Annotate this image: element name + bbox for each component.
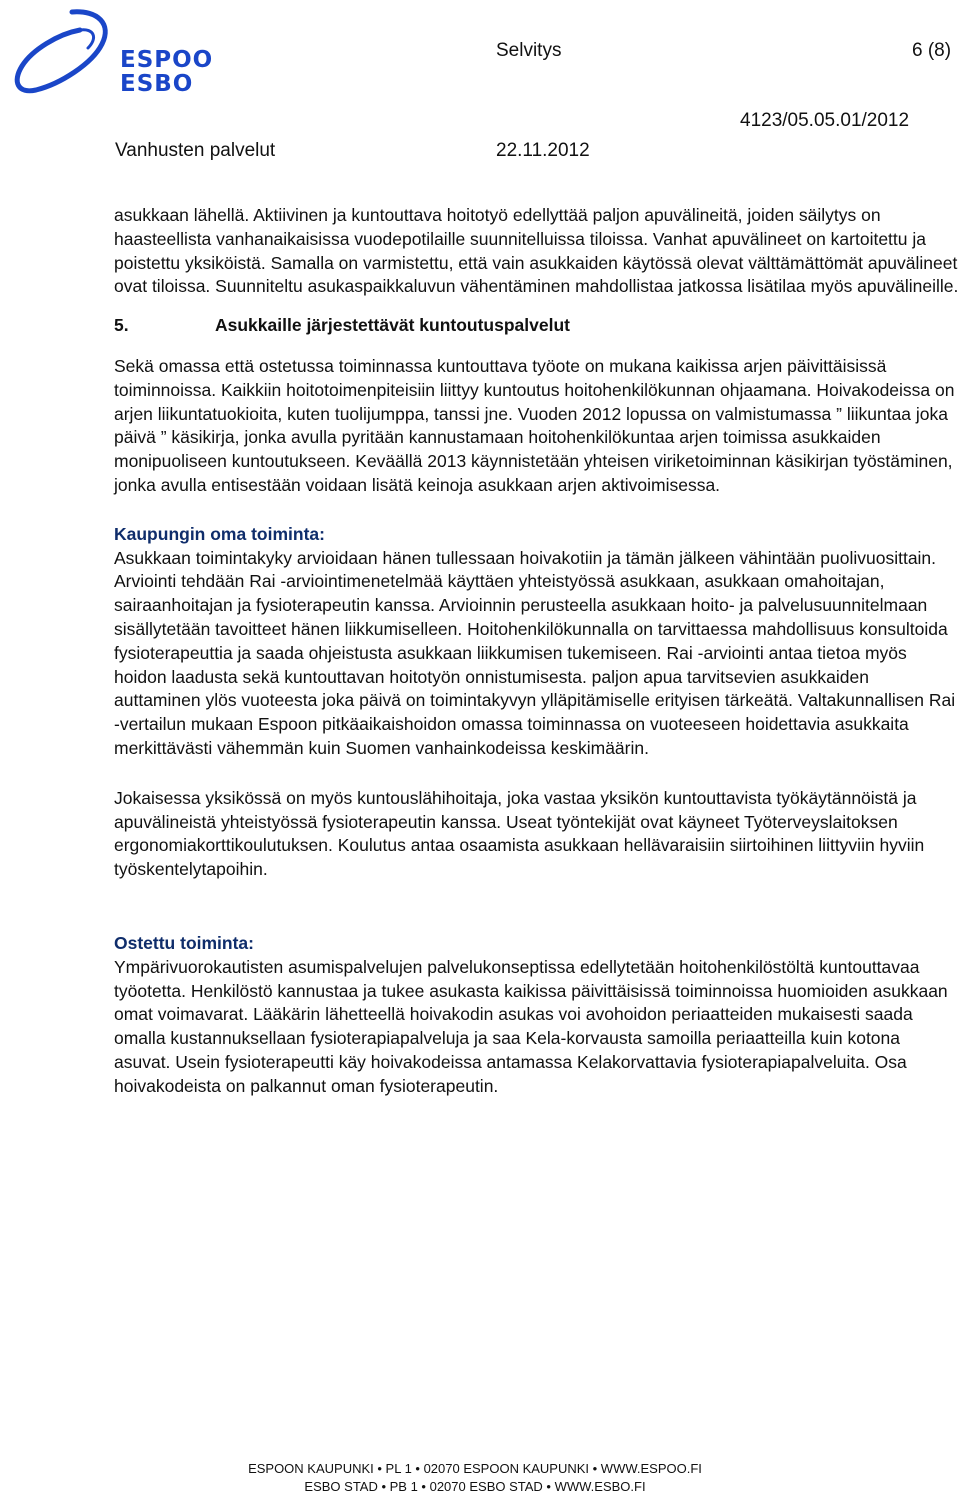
espoo-logo	[10, 8, 214, 98]
document-date: 22.11.2012	[496, 140, 590, 161]
logo-line-espoo: ESPOO	[120, 47, 214, 73]
paragraph-equipment: asukkaan lähellä. Aktiivinen ja kuntouttava hoitotyö edellyttää paljon apuvälineitä, joiden säilytys on haasteellista vanhanaikaisissa vuodepotilaille suunnitelluissa tiloissa. Vanhat apuvälineet on kartoitettu ja poistettu yksiköistä. Samalla on varmistettu, että vain asukkaiden käytössä olevat välttämättömät apuvälineet ovat tiloissa. Suunniteltu asukaspaikkaluvun vähentäminen mahdollistaa jatkossa lisätilaa myös apuvälineille.	[114, 205, 959, 297]
document-number: 4123/05.05.01/2012	[740, 110, 910, 131]
document-type: Selvitys	[496, 40, 562, 61]
logo-line-esbo: ESBO	[120, 71, 194, 97]
footer-address-fi: ESPOON KAUPUNKI • PL 1 • 02070 ESPOON KAUPUNKI • WWW.ESPOO.FI	[248, 1461, 702, 1476]
page-number: 6 (8)	[912, 40, 952, 61]
purchased-operations-heading: Ostettu toiminta:	[114, 932, 254, 953]
logo-wordmark	[120, 48, 213, 96]
document-body	[114, 204, 960, 1099]
paragraph-rehab-nurse: Jokaisessa yksikössä on myös kuntouslähihoitaja, joka vastaa yksikön kuntouttavista työkäytännöistä ja apuvälineistä yhteistyössä fysioterapeutin kanssa. Useat työntekijät ovat käyneet Työterveyslaitoksen ergonomiakorttikoulutuksen. Koulutus antaa osaamista asukkaan hellävaraisiin siirtoihinen liittyviin hyviin työskentelytapoihin.	[114, 787, 925, 880]
paragraph-own-operations: Asukkaan toimintakyky arvioidaan hänen tullessaan hoivakotiin ja tämän jälkeen vähintään puolivuosittain. Arviointi tehdään Rai -arviointimenetelmää käyttäen yhteistyössä asukkaan, asukkaan omahoitajan, sairaanhoitajan ja fysioterapeutin kanssa. Arvioinnin perusteella asukkaan hoito- ja palvelusuunnitelmaan sisällytetään tavoitteet hänen liikkumiselleen. Hoitohenkilökunnalla on tarvittaessa mahdollisuus konsultoida fysioterapeuttia ja saada ohjeistusta asukkaan liikkumisen tukemiseen. Rai -arviointi antaa tietoa myös hoidon laadusta sekä kuntouttavan hoitotyön onnistumisesta. paljon apua tarvitsevien asukkaiden auttaminen ylös vuoteesta joka päivä on toimintakyvyn ylläpitämiselle erityisen tärkeätä. Valtakunnallisen Rai -vertailun mukaan Espoon pitkäaikaishoidon omassa toiminnassa on vuoteeseen hoidettavia asukkaita merkittävästi vähemmän kuin Suomen vanhainkodeissa keskimäärin.	[114, 547, 956, 758]
footer-address-sv: ESBO STAD • PB 1 • 02070 ESBO STAD • WWW.ESBO.FI	[304, 1479, 646, 1494]
paragraph-rehab-overview: Sekä omassa että ostetussa toiminnassa kuntouttava työote on mukana kaikissa arjen päivittäisissä toiminnoissa. Kaikkiin hoitotoimenpiteisiin liittyy kuntoutus hoitohenkilökunnan ohjaamana. Hoivakodeissa on arjen liikuntatuokioita, kuten tuolijumppa, tanssi jne. Vuoden 2012 lopussa on valmistumassa ” liikuntaa joka päivä ” käsikirja, jonka avulla pyritään kannustamaan hoitohenkilökuntaa arjen toimissa asukkaiden monipuoliseen kuntoutukseen. Keväällä 2013 käynnistetään yhteisen viriketoiminnan käsikirjan työstäminen, jonka avulla entisestään voidaan lisätä keinoja asukkaan arjen aktivoimisessa.	[114, 355, 955, 495]
own-operations-heading: Kaupungin oma toiminta:	[114, 523, 325, 544]
section-title: Asukkaille järjestettävät kuntoutuspalvelut	[215, 315, 570, 336]
section-heading	[114, 314, 960, 338]
espoo-logo-mark-icon	[10, 8, 120, 98]
paragraph-purchased-operations: Ympärivuorokautisten asumispalvelujen palvelukonseptissa edellytetään hoitohenkilöstöltä kuntouttavaa työotetta. Henkilöstö kannustaa ja tukee asukasta kaikissa päivittäisissä toiminnoissa huomioiden asukkaan omat voimavarat. Lääkärin lähetteellä hoivakodin asukas voi avohoidon periaatteiden mukaisesti saada omalla kustannuksellaan fysioterapiapalveluja ja saa Kela-korvausta samoilla periaatteilla kuin kotona asuvat. Usein fysioterapeutti käy hoivakodeissa antamassa Kelakorvattavia fysioterapiapalveluita. Osa hoivakodeista on palkannut oman fysioterapeutin.	[114, 956, 948, 1096]
unit-name: Vanhusten palvelut	[115, 140, 276, 161]
section-number: 5.	[114, 315, 129, 336]
